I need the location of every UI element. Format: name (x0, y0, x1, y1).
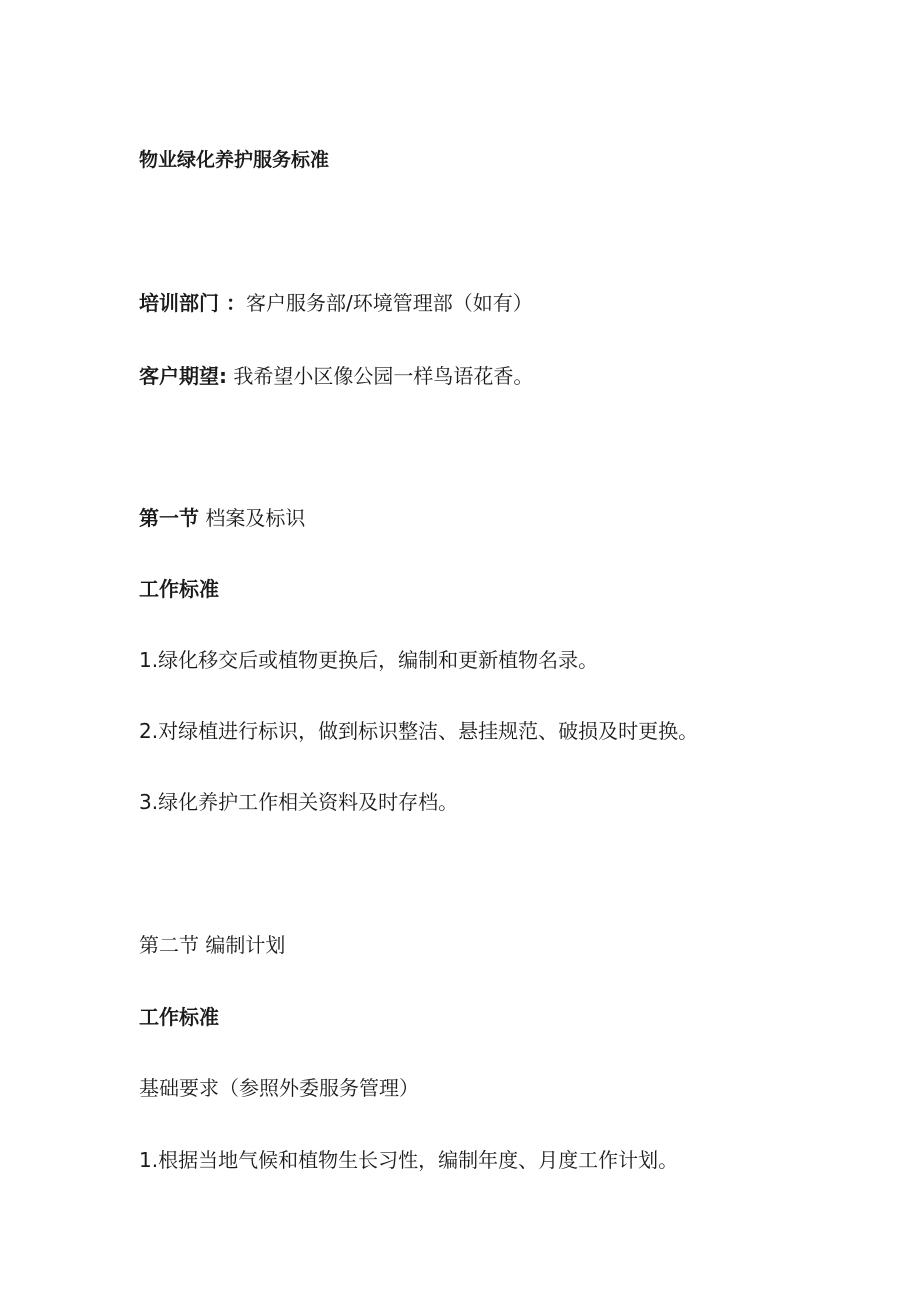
document-title: 物业绿化养护服务标准 (139, 149, 330, 171)
section2-base-requirement: 基础要求（参照外委服务管理） (139, 1076, 419, 1100)
section2-item: 1.根据当地气候和植物生长习性，编制年度、月度工作计划。 (139, 1148, 679, 1172)
training-dept-value: 客户服务部/环境管理部（如有） (245, 291, 533, 315)
section1-title: 档案及标识 (199, 506, 306, 530)
section1-number: 第一节 (139, 506, 199, 530)
customer-expectation-line (139, 362, 533, 390)
section1-heading (139, 504, 305, 532)
training-dept-line (139, 289, 533, 317)
section1-item: 1.绿化移交后或植物更换后，编制和更新植物名录。 (139, 648, 599, 672)
section2-heading: 第二节 编制计划 (139, 933, 286, 957)
section1-item: 3.绿化养护工作相关资料及时存档。 (139, 790, 459, 814)
section2-standard-label: 工作标准 (139, 1005, 219, 1029)
customer-expectation-label: 客户期望: (139, 364, 227, 388)
section1-item: 2.对绿植进行标识，做到标识整洁、悬挂规范、破损及时更换。 (139, 719, 699, 743)
section1-standard-label: 工作标准 (139, 577, 219, 601)
customer-expectation-value: 我希望小区像公园一样鸟语花香。 (227, 364, 534, 388)
training-dept-label: 培训部门 ： (139, 291, 246, 315)
